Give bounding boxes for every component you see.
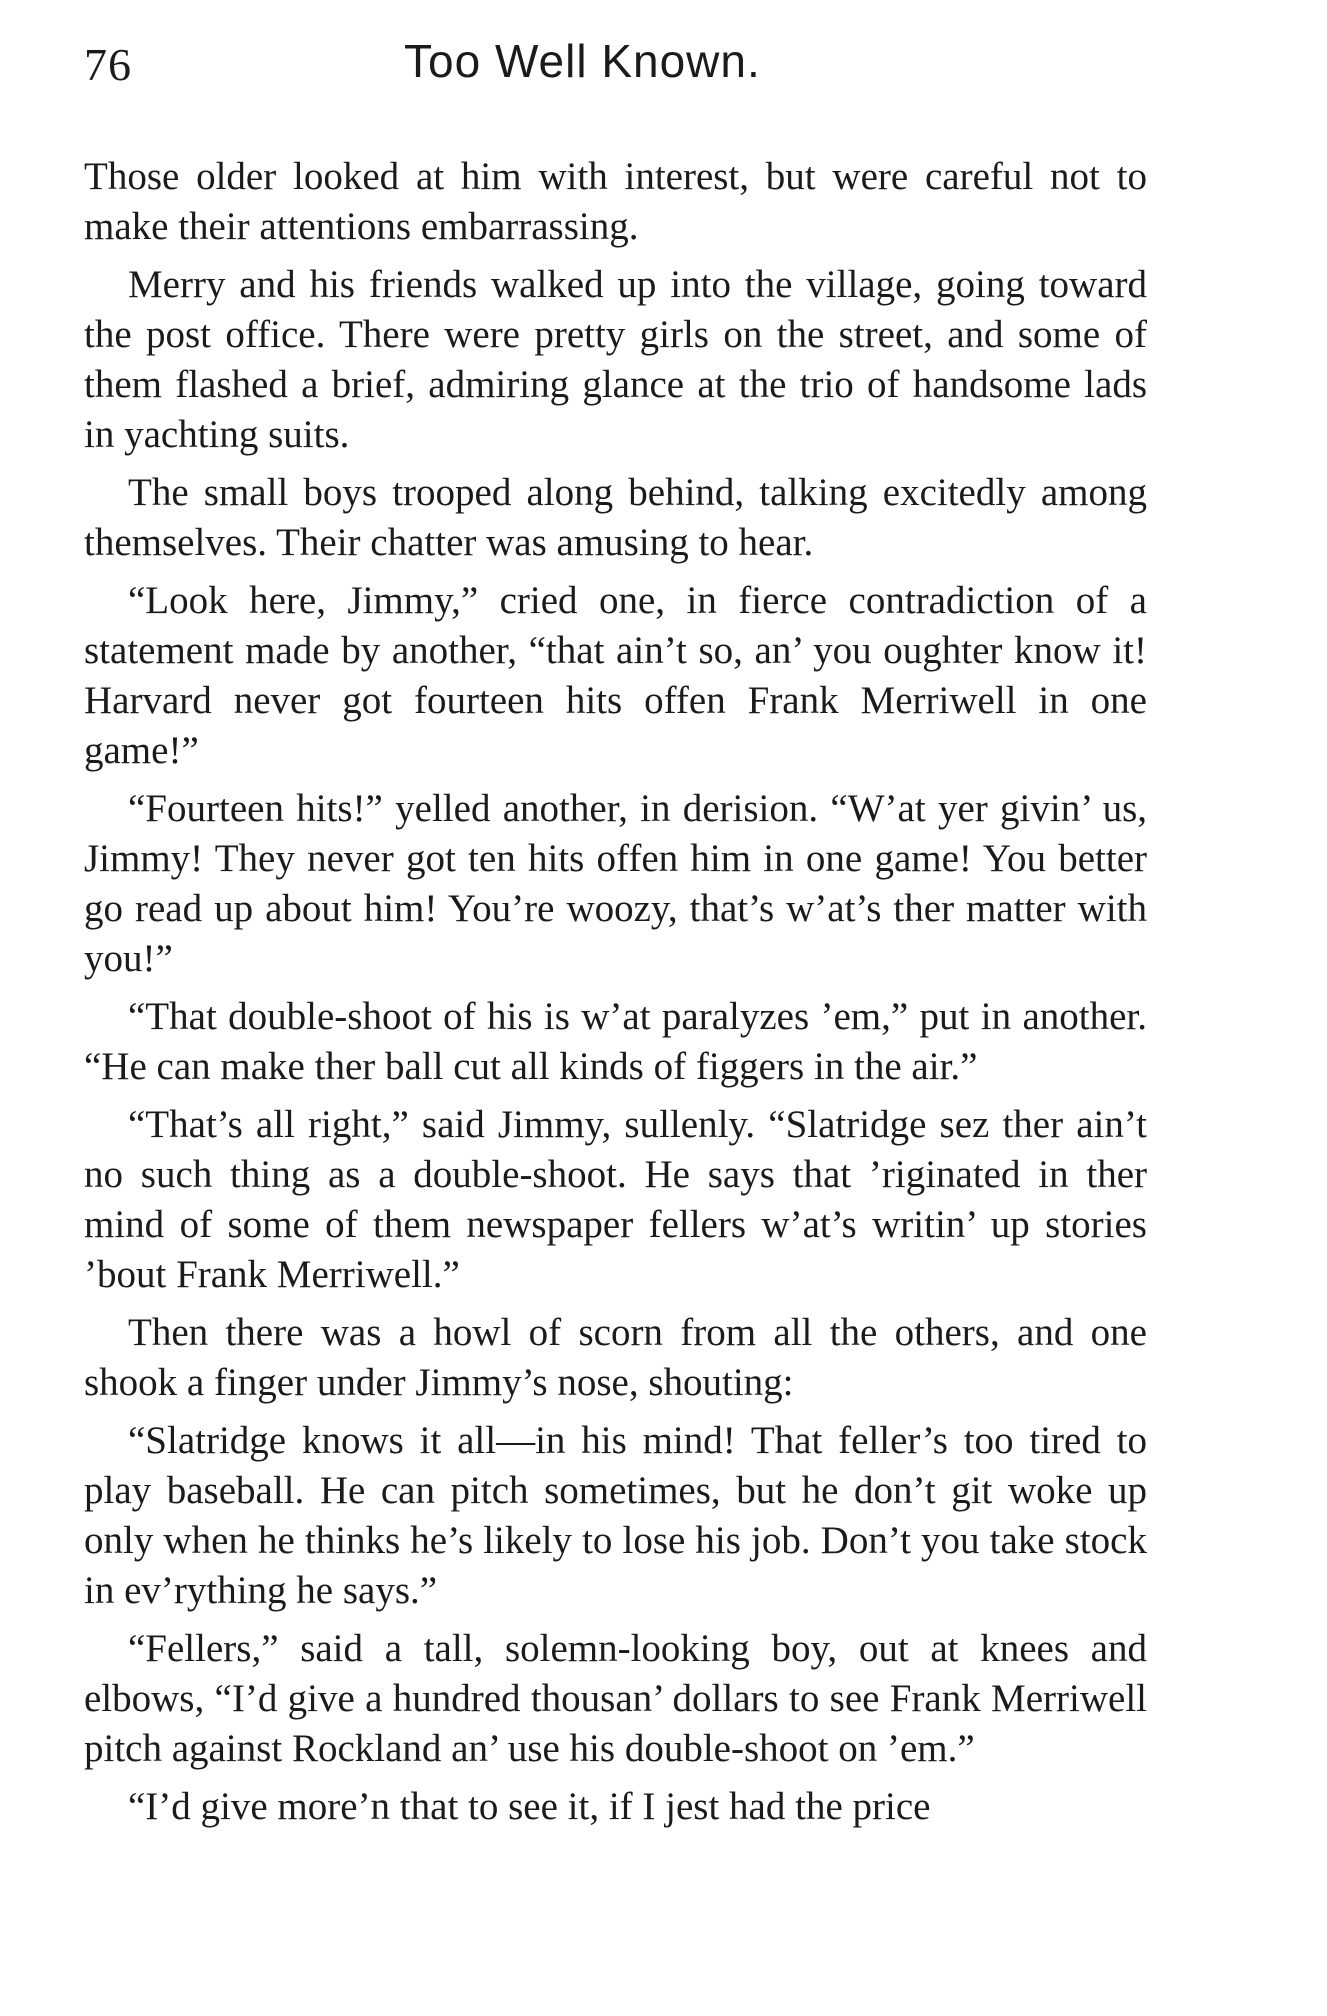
paragraph: “Look here, Jimmy,” cried one, in fierce contradiction of a statement made by another, “that ain’t so, an’ you oughter know it! Harvard never got fourteen hits offen Frank Merriwell in one game!” — [84, 579, 1147, 772]
page-header — [84, 30, 1147, 110]
paragraph: “Slatridge knows it all—in his mind! That feller’s too tired to play baseball. He can pitch sometimes, but he don’t git woke up only when he thinks he’s likely to lose his job. Don’t you take stock in ev’rything he says.” — [84, 1419, 1147, 1612]
paragraph: “That double-shoot of his is w’at paralyzes ’em,” put in another. “He can make ther ball cut all kinds of figgers in the air.” — [84, 995, 1147, 1088]
paragraph: Those older looked at him with interest, but were careful not to make their attentions embarrassing. — [84, 155, 1147, 248]
paragraph: Merry and his friends walked up into the village, going toward the post office. There were pretty girls on the street, and some of them flashed a brief, admiring glance at the trio of handsome lads in yachting suits. — [84, 263, 1147, 456]
book-page — [84, 30, 1147, 1840]
running-title: Too Well Known. — [404, 35, 761, 87]
paragraph: “That’s all right,” said Jimmy, sullenly. “Slatridge sez ther ain’t no such thing as a double-shoot. He says that ’riginated in ther mind of some of them newspaper fellers w’at’s writin’ up stories ’bout Frank Merriwell.” — [84, 1103, 1147, 1296]
paragraph: “Fellers,” said a tall, solemn-looking boy, out at knees and elbows, “I’d give a hundred thousan’ dollars to see Frank Merriwell pitch against Rockland an’ use his double-shoot on ’em.” — [84, 1627, 1147, 1770]
paragraph: Then there was a howl of scorn from all the others, and one shook a finger under Jimmy’s nose, shouting: — [84, 1311, 1147, 1404]
body-text — [84, 152, 1147, 1832]
page-number: 76 — [84, 39, 132, 90]
paragraph: “Fourteen hits!” yelled another, in derision. “W’at yer givin’ us, Jimmy! They never got ten hits offen him in one game! You better go read up about him! You’re woozy, that’s w’at’s ther matter with you!” — [84, 787, 1147, 980]
paragraph: “I’d give more’n that to see it, if I jest had the price — [128, 1785, 931, 1828]
paragraph: The small boys trooped along behind, talking excitedly among themselves. Their chatter was amusing to hear. — [84, 471, 1147, 564]
